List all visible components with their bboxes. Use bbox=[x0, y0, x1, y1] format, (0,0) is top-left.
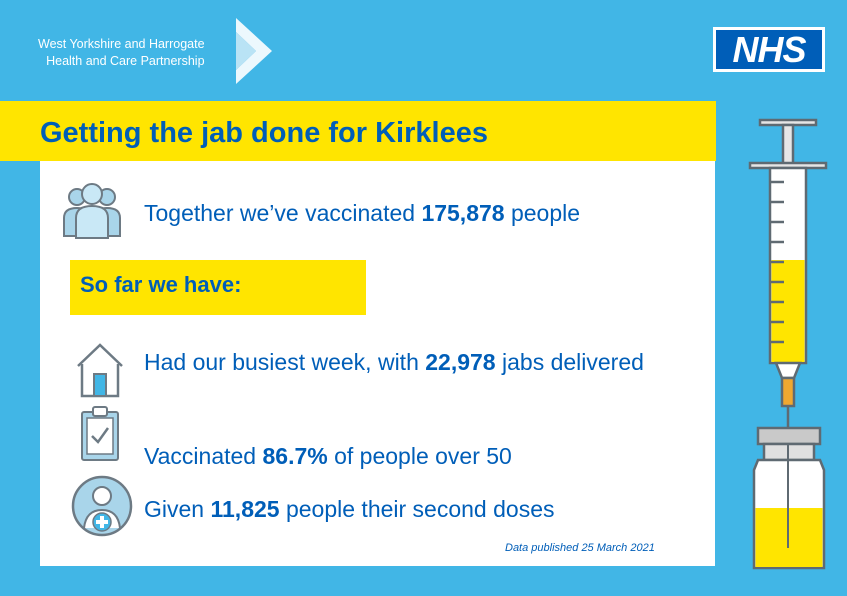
stat-over-50 bbox=[144, 438, 512, 474]
clipboard-check-icon bbox=[78, 404, 122, 464]
intro-number: 175,878 bbox=[421, 200, 505, 226]
nhs-logo-text: NHS bbox=[716, 30, 822, 69]
intro-suffix: people bbox=[504, 200, 581, 226]
partner-name-line2: Health and Care Partnership bbox=[46, 54, 205, 68]
people-group-icon bbox=[60, 180, 124, 240]
stat-second-doses bbox=[144, 491, 555, 527]
partner-name-line1: West Yorkshire and Harrogate bbox=[38, 37, 205, 51]
stat-number: 11,825 bbox=[210, 496, 280, 522]
intro-prefix: Together we’ve vaccinated bbox=[144, 200, 422, 226]
page-title: Getting the jab done for Kirklees bbox=[40, 117, 488, 149]
stat-number: 22,978 bbox=[425, 349, 496, 375]
stat-suffix: of people over 50 bbox=[327, 443, 512, 469]
so-far-heading: So far we have: bbox=[80, 272, 242, 297]
stat-prefix: Had our busiest week, with bbox=[144, 349, 426, 375]
stat-suffix: jabs delivered bbox=[495, 349, 644, 375]
intro-text bbox=[144, 195, 580, 231]
nhs-logo bbox=[713, 27, 825, 72]
stat-busiest-week bbox=[144, 344, 664, 380]
stat-prefix: Given bbox=[144, 496, 211, 522]
chevron-mark-icon bbox=[232, 18, 274, 84]
stat-number: 86.7% bbox=[262, 443, 328, 469]
house-icon bbox=[72, 340, 128, 400]
syringe-and-vial-icon bbox=[742, 108, 832, 578]
published-date: Data published 25 March 2021 bbox=[505, 542, 655, 554]
stat-prefix: Vaccinated bbox=[144, 443, 263, 469]
person-plus-icon bbox=[70, 474, 134, 538]
partner-name bbox=[38, 36, 205, 70]
stat-suffix: people their second doses bbox=[279, 496, 555, 522]
